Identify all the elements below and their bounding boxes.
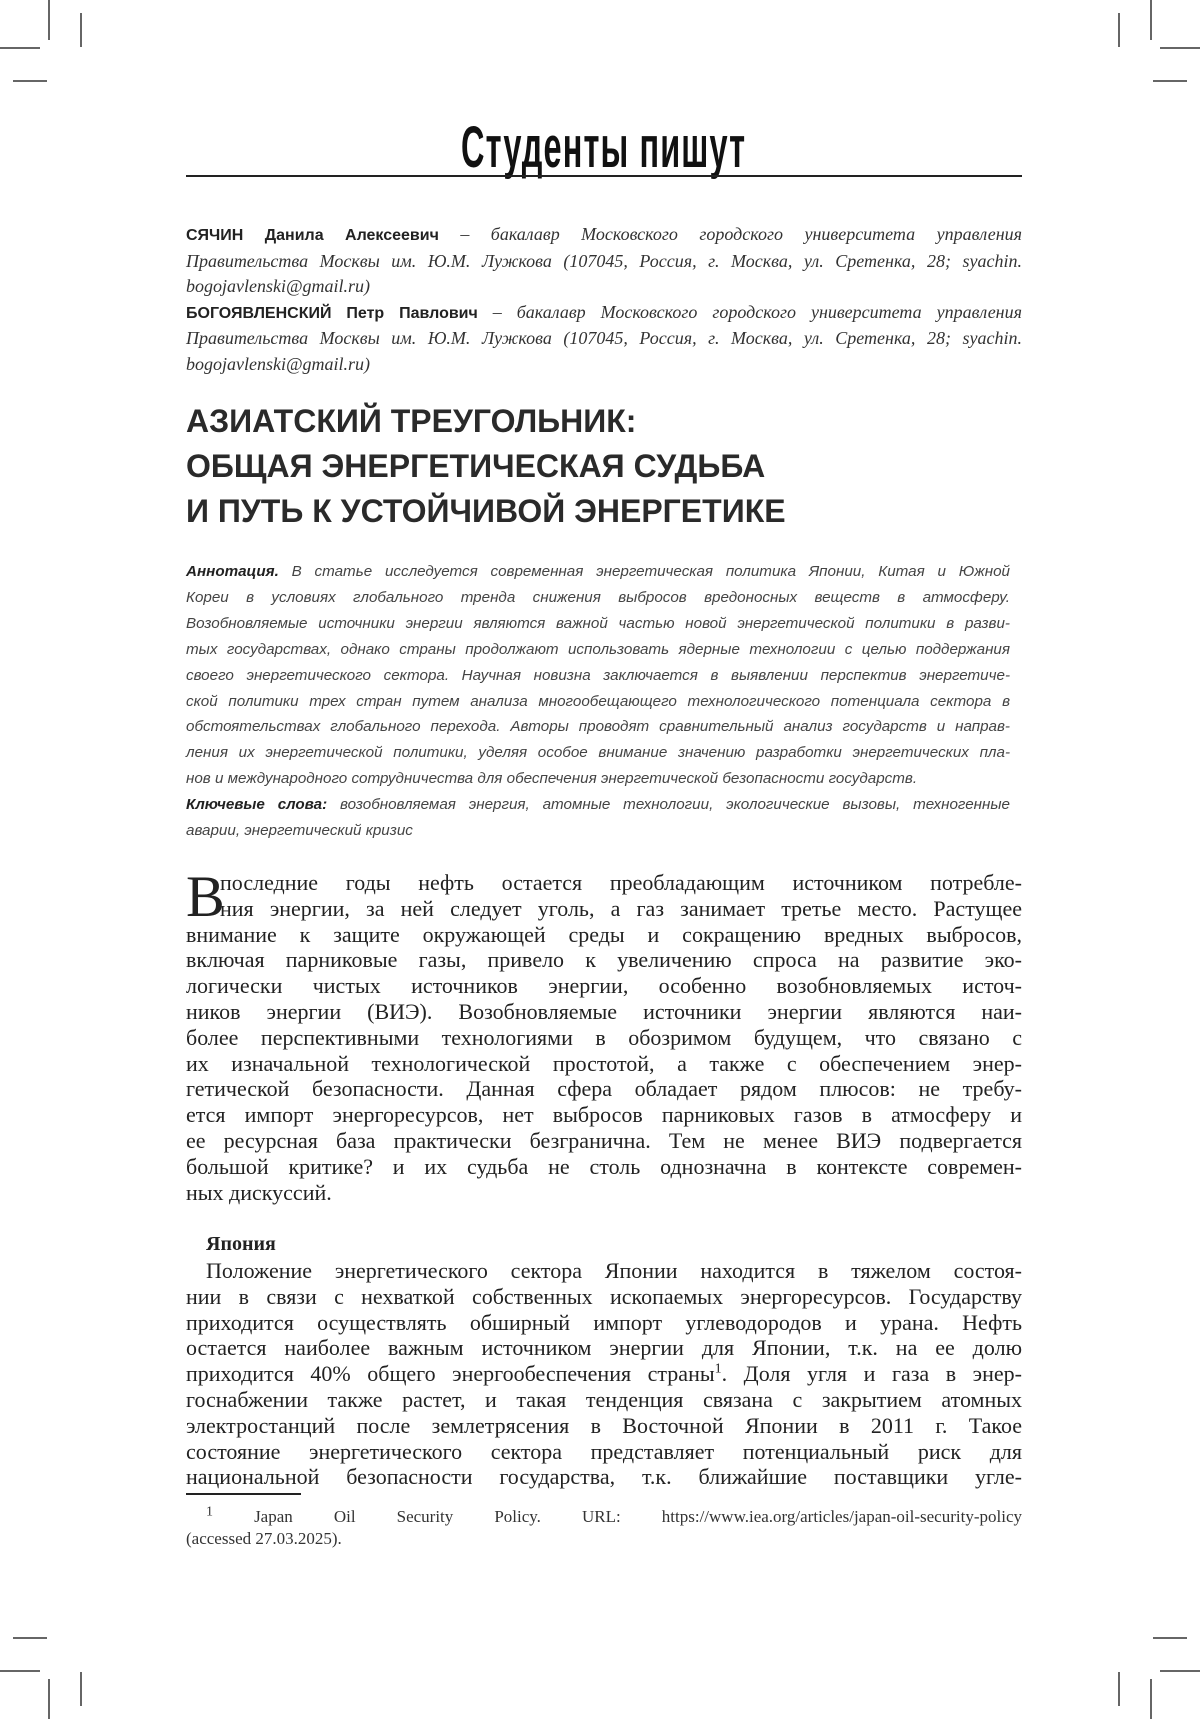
- crop-mark: [1153, 1637, 1187, 1639]
- footnote: [186, 1506, 1022, 1550]
- annotation: [186, 559, 1010, 844]
- paragraph-line: нии в связи с нехваткой собственных ископаемых энергоресурсов. Государству: [186, 1284, 1022, 1310]
- paragraph-line: остается наиболее важным источником энергии для Японии, т.к. на ее долю: [186, 1335, 1022, 1361]
- footnote-rule: [186, 1493, 301, 1495]
- drop-cap: В: [186, 873, 225, 921]
- author-line: [186, 300, 1022, 327]
- footnote-line: (accessed 27.03.2025).: [186, 1528, 1022, 1550]
- author-line: Правительства Москвы им. Ю.М. Лужкова (107045, Россия, г. Москва, ул. Сретенка, 28; syachin.: [186, 326, 1022, 352]
- paragraph-line: последние годы нефть остается преобладающим источником потребле-: [186, 870, 1022, 896]
- paragraph-line: ников энергии (ВИЭ). Возобновляемые источники энергии являются наи-: [186, 999, 1022, 1025]
- crop-mark: [13, 80, 47, 82]
- author-email: bogojavlenski@gmail.ru): [186, 274, 1022, 300]
- author-line: Правительства Москвы им. Ю.М. Лужкова (107045, Россия, г. Москва, ул. Сретенка, 28; syachin.: [186, 249, 1022, 275]
- footnote-text[interactable]: Japan Oil Security Policy. URL: https://www.iea.org/articles/japan-oil-security-policy: [213, 1507, 1022, 1526]
- footnote-ref[interactable]: 1: [715, 1362, 722, 1377]
- title-line: И ПУТЬ К УСТОЙЧИВОЙ ЭНЕРГЕТИКЕ: [186, 489, 1022, 534]
- paragraph-line: электростанций после землетрясения в Восточной Японии в 2011 г. Такое: [186, 1413, 1022, 1439]
- annotation-line: Кореи в условиях глобального тренда снижения выбросов вредоносных веществ в атмосферу.: [186, 585, 1010, 611]
- annotation-line: обстоятельствах глобального перехода. Авторы проводят сравнительный анализ государств и направ-: [186, 714, 1010, 740]
- paragraph-line: ния энергии, за ней следует уголь, а газ занимает третье место. Растущее: [186, 896, 1022, 922]
- author-affiliation: – бакалавр Московского городского университета управления: [478, 302, 1022, 322]
- paragraph-line: гетической безопасности. Данная сфера обладает рядом плюсов: не требу-: [186, 1076, 1022, 1102]
- crop-mark: [80, 1672, 82, 1706]
- crop-mark: [1150, 1679, 1152, 1719]
- section-header-text: Студенты пишут: [461, 118, 746, 178]
- paragraph-line: приходится осуществлять обширный импорт углеводородов и урана. Нефть: [186, 1310, 1022, 1336]
- paragraph-line: национальной безопасности государства, т.к. ближайшие поставщики угле-: [186, 1464, 1022, 1490]
- paragraph-line: логически чистых источников энергии, особенно возобновляемых источ-: [186, 973, 1022, 999]
- keywords-line: [186, 792, 1010, 818]
- author-line: [186, 222, 1022, 249]
- author-email: bogojavlenski@gmail.ru): [186, 352, 1022, 378]
- annotation-line: Возобновляемые источники энергии являются важной частью новой энергетической политики в разви-: [186, 611, 1010, 637]
- author-affiliation: – бакалавр Московского городского университета управления: [439, 224, 1022, 244]
- intro-paragraph: [186, 870, 1022, 1205]
- crop-mark: [1118, 13, 1120, 47]
- title-line: ОБЩАЯ ЭНЕРГЕТИЧЕСКАЯ СУДЬБА: [186, 444, 1022, 489]
- crop-mark: [1118, 1672, 1120, 1706]
- crop-mark: [1150, 0, 1152, 40]
- crop-mark: [48, 0, 50, 40]
- header-rule: [186, 175, 1022, 177]
- annotation-line: ления их энергетической политики, уделяя особое внимание значению разработки энергетических пла-: [186, 740, 1010, 766]
- paragraph-line: ее ресурсная база практически безгранична. Тем не менее ВИЭ подвергается: [186, 1128, 1022, 1154]
- paragraph-line: внимание к защите окружающей среды и сокращению вредных выбросов,: [186, 922, 1022, 948]
- annotation-line: ской политики трех стран путем анализа многообещающего технологического потенциала сектора в: [186, 689, 1010, 715]
- crop-mark: [1160, 47, 1200, 49]
- annotation-label: Аннотация.: [186, 563, 279, 580]
- crop-mark: [0, 1670, 40, 1672]
- keywords-line: аварии, энергетический кризис: [186, 818, 1010, 844]
- section-heading-japan: Япония: [206, 1233, 276, 1256]
- author-name: СЯЧИН Данила Алексеевич: [186, 227, 439, 244]
- paragraph-line: госнабжении также растет, и такая тенденция связана с закрытием атомных: [186, 1387, 1022, 1413]
- annotation-line: нов и международного сотрудничества для обеспечения энергетической безопасности государств.: [186, 766, 1010, 792]
- crop-mark: [1160, 1670, 1200, 1672]
- crop-mark: [1153, 80, 1187, 82]
- footnote-number: 1: [206, 1504, 213, 1519]
- author-info: [186, 222, 1022, 377]
- paragraph-line: их изначальной технологической простотой, а также с обеспечением энер-: [186, 1051, 1022, 1077]
- annotation-line: своего энергетического сектора. Научная новизна заключается в выявлении перспектив энергетиче-: [186, 663, 1010, 689]
- keywords-text: возобновляемая энергия, атомные технологии, экологические вызовы, техногенные: [327, 796, 1010, 813]
- crop-mark: [48, 1679, 50, 1719]
- paragraph-line: более перспективными технологиями в обозримом будущем, что связано с: [186, 1025, 1022, 1051]
- title-line: АЗИАТСКИЙ ТРЕУГОЛЬНИК:: [186, 399, 1022, 444]
- paragraph-line: большой критике? и их судьба не столь однозначна в контексте современ-: [186, 1154, 1022, 1180]
- crop-mark: [80, 13, 82, 47]
- section-header: [186, 118, 1022, 178]
- line-text: . Доля угля и газа в энер-: [722, 1361, 1022, 1386]
- paragraph-line: ных дискуссий.: [186, 1180, 1022, 1206]
- annotation-line: [186, 559, 1010, 585]
- japan-paragraph: [186, 1258, 1022, 1490]
- paragraph-line: Положение энергетического сектора Японии находится в тяжелом состоя-: [186, 1258, 1022, 1284]
- annotation-text: В статье исследуется современная энергетическая политика Японии, Китая и Южной: [279, 563, 1010, 580]
- crop-mark: [0, 47, 40, 49]
- paragraph-line: [186, 1361, 1022, 1387]
- paragraph-line: состояние энергетического сектора представляет потенциальный риск для: [186, 1439, 1022, 1465]
- footnote-line: [186, 1506, 1022, 1528]
- author-name: БОГОЯВЛЕНСКИЙ Петр Павлович: [186, 305, 478, 322]
- crop-mark: [13, 1637, 47, 1639]
- keywords-label: Ключевые слова:: [186, 796, 327, 813]
- paragraph-line: включая парниковые газы, привело к увеличению спроса на развитие эко-: [186, 947, 1022, 973]
- line-text: приходится 40% общего энергообеспечения страны: [186, 1361, 715, 1386]
- article-title: [186, 399, 1022, 534]
- paragraph-line: ется импорт энергоресурсов, нет выбросов парниковых газов в атмосферу и: [186, 1102, 1022, 1128]
- annotation-line: тых государствах, однако страны продолжают использовать ядерные технологии с целью поддержания: [186, 637, 1010, 663]
